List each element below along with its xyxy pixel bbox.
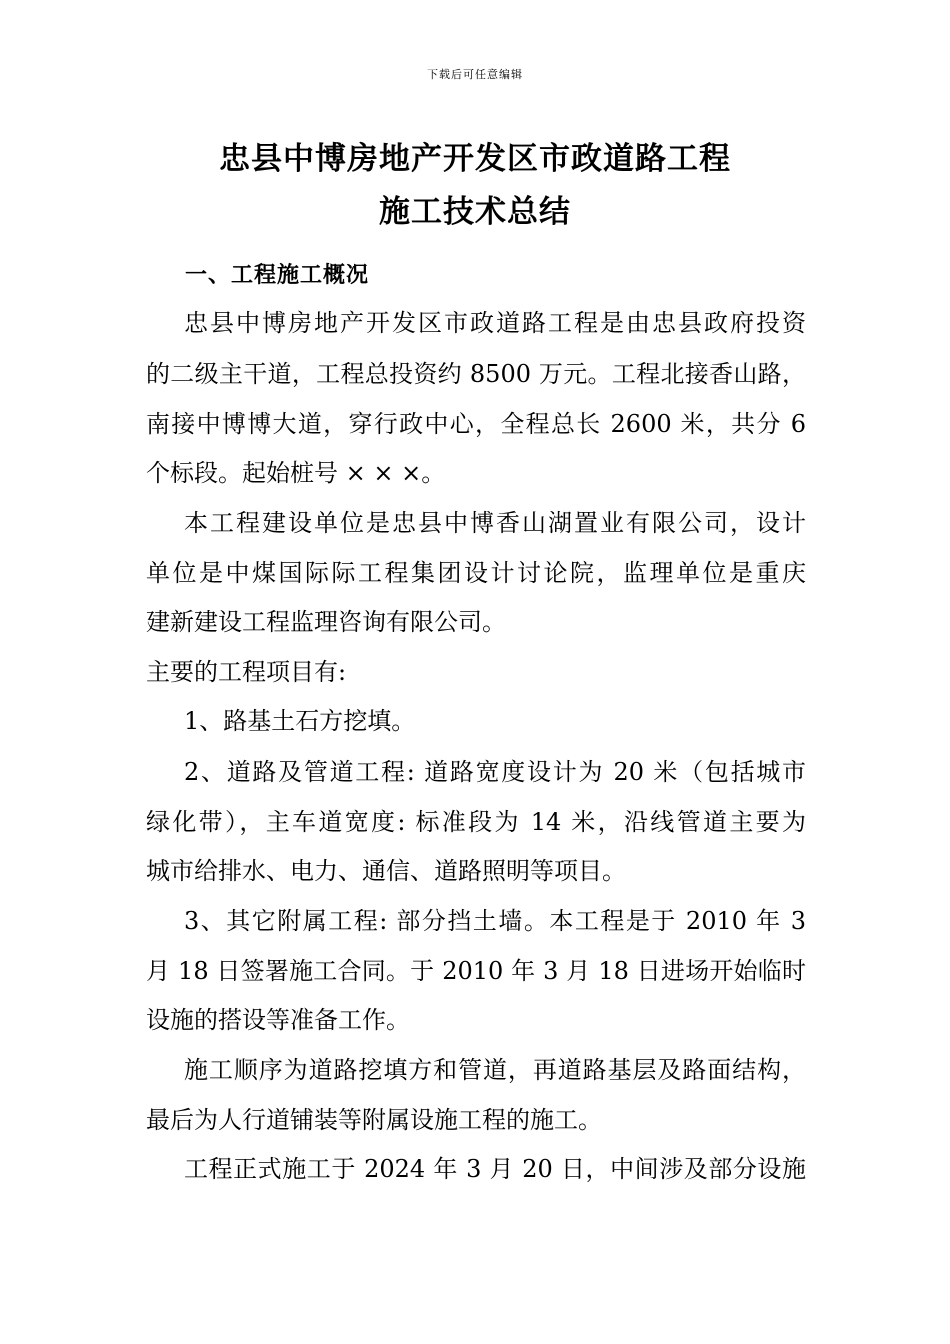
section-heading: 一、工程施工概况: [185, 263, 370, 288]
paragraph-line: 月 18 日签署施工合同。于 2010 年 3 月 18 日进场开始临时: [146, 957, 806, 985]
paragraph-line: 城市给排水、电力、通信、道路照明等项目。: [146, 857, 626, 885]
paragraph-line: 工程正式施工于 2024 年 3 月 20 日，中间涉及部分设施: [184, 1155, 806, 1183]
document-title-line-2: 施工技术总结: [379, 194, 571, 230]
paragraph-line: 单位是中煤国际际工程集团设计讨论院，监理单位是重庆: [146, 559, 806, 587]
paragraph-line: 个标段。起始桩号 × × ×。: [146, 459, 446, 487]
paragraph-line: 的二级主干道，工程总投资约 8500 万元。工程北接香山路，: [146, 360, 806, 388]
paragraph-line: 最后为人行道铺装等附属设施工程的施工。: [146, 1106, 602, 1134]
header-note: 下载后可任意编辑: [427, 68, 523, 81]
paragraph-line: 建新建设工程监理咨询有限公司。: [146, 608, 506, 636]
list-item: 2、道路及管道工程: 道路宽度设计为 20 米（包括城市: [184, 758, 806, 786]
paragraph-line: 忠县中博房地产开发区市政道路工程是由忠县政府投资: [184, 309, 806, 337]
list-item: 3、其它附属工程: 部分挡土墙。本工程是于 2010 年 3: [184, 907, 806, 935]
paragraph-line: 主要的工程项目有:: [146, 658, 347, 686]
paragraph-line: 南接中博博大道，穿行政中心，全程总长 2600 米，共分 6: [146, 410, 806, 438]
paragraph-line: 绿化带），主车道宽度: 标准段为 14 米，沿线管道主要为: [146, 808, 806, 836]
paragraph-line: 施工顺序为道路挖填方和管道，再道路基层及路面结构，: [184, 1056, 806, 1084]
paragraph-line: 设施的搭设等准备工作。: [146, 1006, 410, 1034]
document-title-line-1: 忠县中博房地产开发区市政道路工程: [219, 141, 731, 177]
paragraph-line: 本工程建设单位是忠县中博香山湖置业有限公司，设计: [184, 509, 806, 537]
list-item: 1、路基土石方挖填。: [184, 707, 416, 735]
